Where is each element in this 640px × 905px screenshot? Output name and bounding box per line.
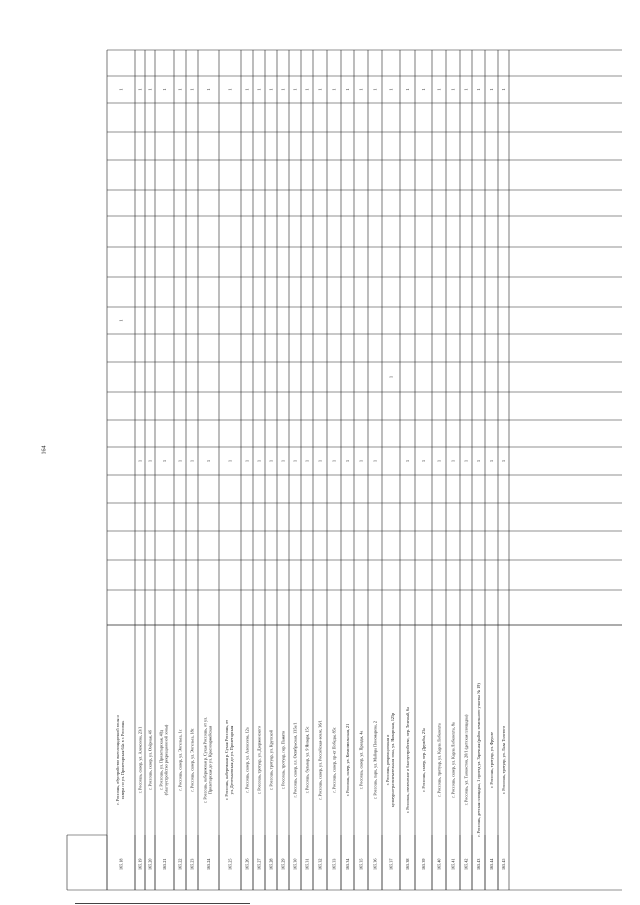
row-id: 165.28	[268, 858, 274, 870]
cell-mark: 1	[268, 88, 274, 91]
row-id: 165.38	[405, 858, 410, 870]
cell-mark: 1	[162, 459, 167, 463]
cell-mark: 1	[450, 459, 456, 463]
cell-mark: 1	[421, 88, 426, 91]
row-address: г. Россошь, сквер, ул. Комсомольская, 21	[345, 723, 350, 797]
row-address: г. Россошь, сквер, ул. Карла Либкнехта, 8а	[450, 722, 456, 798]
cell-mark: 1	[345, 459, 350, 463]
cell-mark: 1	[147, 88, 153, 91]
cell-mark: 1	[421, 459, 426, 463]
row-id: 165.30	[292, 858, 298, 870]
cell-mark: 1	[256, 459, 262, 463]
row-address: г. Россошь, набережная р. Сухая Россошь, от ул.Пролетарская до ул. Красноармейская	[202, 716, 213, 804]
cell-mark: 1	[463, 88, 469, 91]
cell-mark: 1	[358, 88, 364, 91]
row-address: г. Россошь, ул. Пролетарская, 40д(благоустройство рекреационной зоны)	[158, 724, 169, 796]
cell-mark: 1	[476, 459, 481, 463]
cell-mark: 1	[189, 88, 195, 91]
cell-mark: 1	[489, 88, 494, 91]
row-address: г. Россошь, озеленение и благоустройство, пер. Зеленый, 6а	[405, 706, 410, 814]
row-id: 165.25	[227, 858, 233, 870]
cell-mark: 1	[489, 459, 494, 463]
row-id: 165.34	[345, 858, 350, 870]
row-id: 165.27	[256, 858, 262, 870]
row-address: г. Россошь, парк, ул. Майора Пономарева, 2	[372, 721, 378, 799]
row-id: 165.40	[436, 858, 442, 870]
cell-mark: 1	[292, 459, 298, 463]
cell-mark: 1	[476, 88, 481, 91]
row-id: 165.24	[206, 858, 211, 870]
cell-mark: 1	[331, 459, 337, 463]
cell-mark: 1	[206, 88, 211, 91]
row-id: 165.31	[304, 858, 310, 870]
row-address: г. Россошь, сквер, пер. Дружбы, 23а	[421, 728, 426, 792]
cell-mark: 1	[405, 459, 410, 463]
cell-mark: 1	[388, 375, 394, 379]
cell-mark: 1	[372, 88, 378, 91]
cell-mark: 1	[162, 88, 167, 91]
cell-mark: 1	[317, 88, 323, 91]
row-id: 165.43	[476, 858, 481, 870]
cell-mark: 1	[317, 459, 323, 463]
row-address: г. Россошь, ул. Танкистов, 20/1 (детская площадка)	[463, 714, 469, 806]
cell-mark: 1	[436, 459, 442, 463]
cell-mark: 1	[304, 459, 310, 463]
cell-mark: 1	[206, 459, 211, 463]
row-id: 165.32	[317, 858, 323, 870]
cell-mark: 1	[177, 88, 183, 91]
row-address: г. Россошь, сквер, пл. Октябрьская, 135а/1	[292, 722, 298, 798]
cell-mark: 1	[227, 88, 233, 91]
cell-mark: 1	[450, 88, 456, 91]
row-id: 165.20	[147, 858, 153, 870]
row-address: г. Россошь, сквер, ул. Озёрная, 4б	[147, 730, 153, 790]
row-address: г. Россошь, рекреационная икультурно-развлекательная зона, ул. Январская, 125р	[385, 712, 395, 808]
cell-mark: 1	[147, 459, 153, 463]
cell-mark: 1	[189, 459, 195, 463]
cell-mark: 1	[463, 459, 469, 463]
row-id: 165.19	[137, 858, 143, 870]
cell-mark: 1	[405, 88, 410, 91]
cell-mark: 1	[280, 88, 286, 91]
row-id: 165.18	[118, 858, 124, 870]
row-id: 165.41	[450, 858, 456, 870]
row-id: 165.33	[331, 858, 337, 870]
row-id: 165.35	[358, 858, 364, 870]
cell-mark: 1	[372, 459, 378, 463]
row-address: г. Россошь, сквер, ул. Российская-возле, 36/1	[317, 720, 323, 800]
cell-mark: 1	[436, 88, 442, 91]
cell-mark: 1	[137, 459, 143, 463]
row-id: 165.39	[421, 858, 426, 870]
row-address: г. Россошь, тротуар, ул. Дзержинского	[256, 725, 262, 795]
page-number: 164	[41, 445, 48, 455]
cell-mark: 1	[118, 319, 124, 322]
cell-mark: 1	[118, 88, 124, 91]
cell-mark: 1	[501, 459, 506, 463]
cell-mark: 1	[280, 459, 286, 463]
cell-mark: 1	[331, 88, 337, 91]
row-address: г. Россошь, сквер, ул. Энгельса, 1с	[177, 729, 183, 791]
row-address: г. Россошь, тротуар, ул. Крупской	[268, 730, 274, 790]
row-id: 165.45	[501, 858, 506, 870]
row-id: 165.36	[372, 858, 378, 870]
cell-mark: 1	[244, 88, 250, 91]
cell-mark: 1	[177, 459, 183, 463]
cell-mark: 1	[388, 88, 394, 91]
row-address: г. Россошь, набережная р. Сухая Россошь, отул. Деготьковская до ул. Пролетарская	[224, 720, 234, 800]
row-address: г. Россошь, сквер, ул. Правды, 4а	[358, 730, 364, 790]
row-address: г. Россошь, обустройство внеплощадочной зоны исквера по ул. Пролетарская 64а в г. Россошь	[115, 715, 125, 805]
row-id: 165.37	[388, 858, 394, 870]
row-address: г. Россошь, сквер, пр-кт Победы, 85с	[331, 727, 337, 793]
row-address: г. Россошь, детская площадка, 1 проезд ул. Заречная (район земельного участка № 19)	[476, 683, 481, 837]
row-id: 165.42	[463, 858, 469, 870]
row-address: г. Россошь, тротуар, ул. Льва Толстого	[501, 725, 506, 795]
row-address: г. Россошь, бульвар, ул. 9 Января, 15с	[304, 726, 310, 794]
row-id: 165.22	[177, 858, 183, 870]
row-address: г. Россошь, сквер, ул. Алексеева, 12а	[244, 727, 250, 793]
cell-mark: 1	[244, 459, 250, 463]
row-address: г. Россошь, сквер, ул. Алексеева, 23/1	[137, 726, 143, 794]
row-address: г. Россошь, тротуар, ул. Фрунзе	[489, 732, 494, 788]
cell-mark: 1	[227, 459, 233, 463]
row-id: 165.29	[280, 858, 286, 870]
row-id: 165.21	[162, 858, 167, 870]
cell-mark: 1	[292, 88, 298, 91]
cell-mark: 1	[304, 88, 310, 91]
row-address: г. Россошь, тротуар, пер. Памяти	[280, 730, 286, 790]
cell-mark: 1	[137, 88, 143, 91]
cell-mark: 1	[268, 459, 274, 463]
row-address: г. Россошь, тротуар, ул. Карла Либкнехта	[436, 723, 442, 797]
row-id: 165.26	[244, 858, 250, 870]
row-id: 165.23	[189, 858, 195, 870]
row-address: г. Россошь, сквер, ул. Энгельса, 18с	[189, 728, 195, 792]
cell-mark: 1	[358, 459, 364, 463]
cell-mark: 1	[501, 88, 506, 91]
row-id: 165.44	[489, 858, 494, 870]
cell-mark: 1	[345, 88, 350, 91]
cell-mark: 1	[256, 88, 262, 91]
